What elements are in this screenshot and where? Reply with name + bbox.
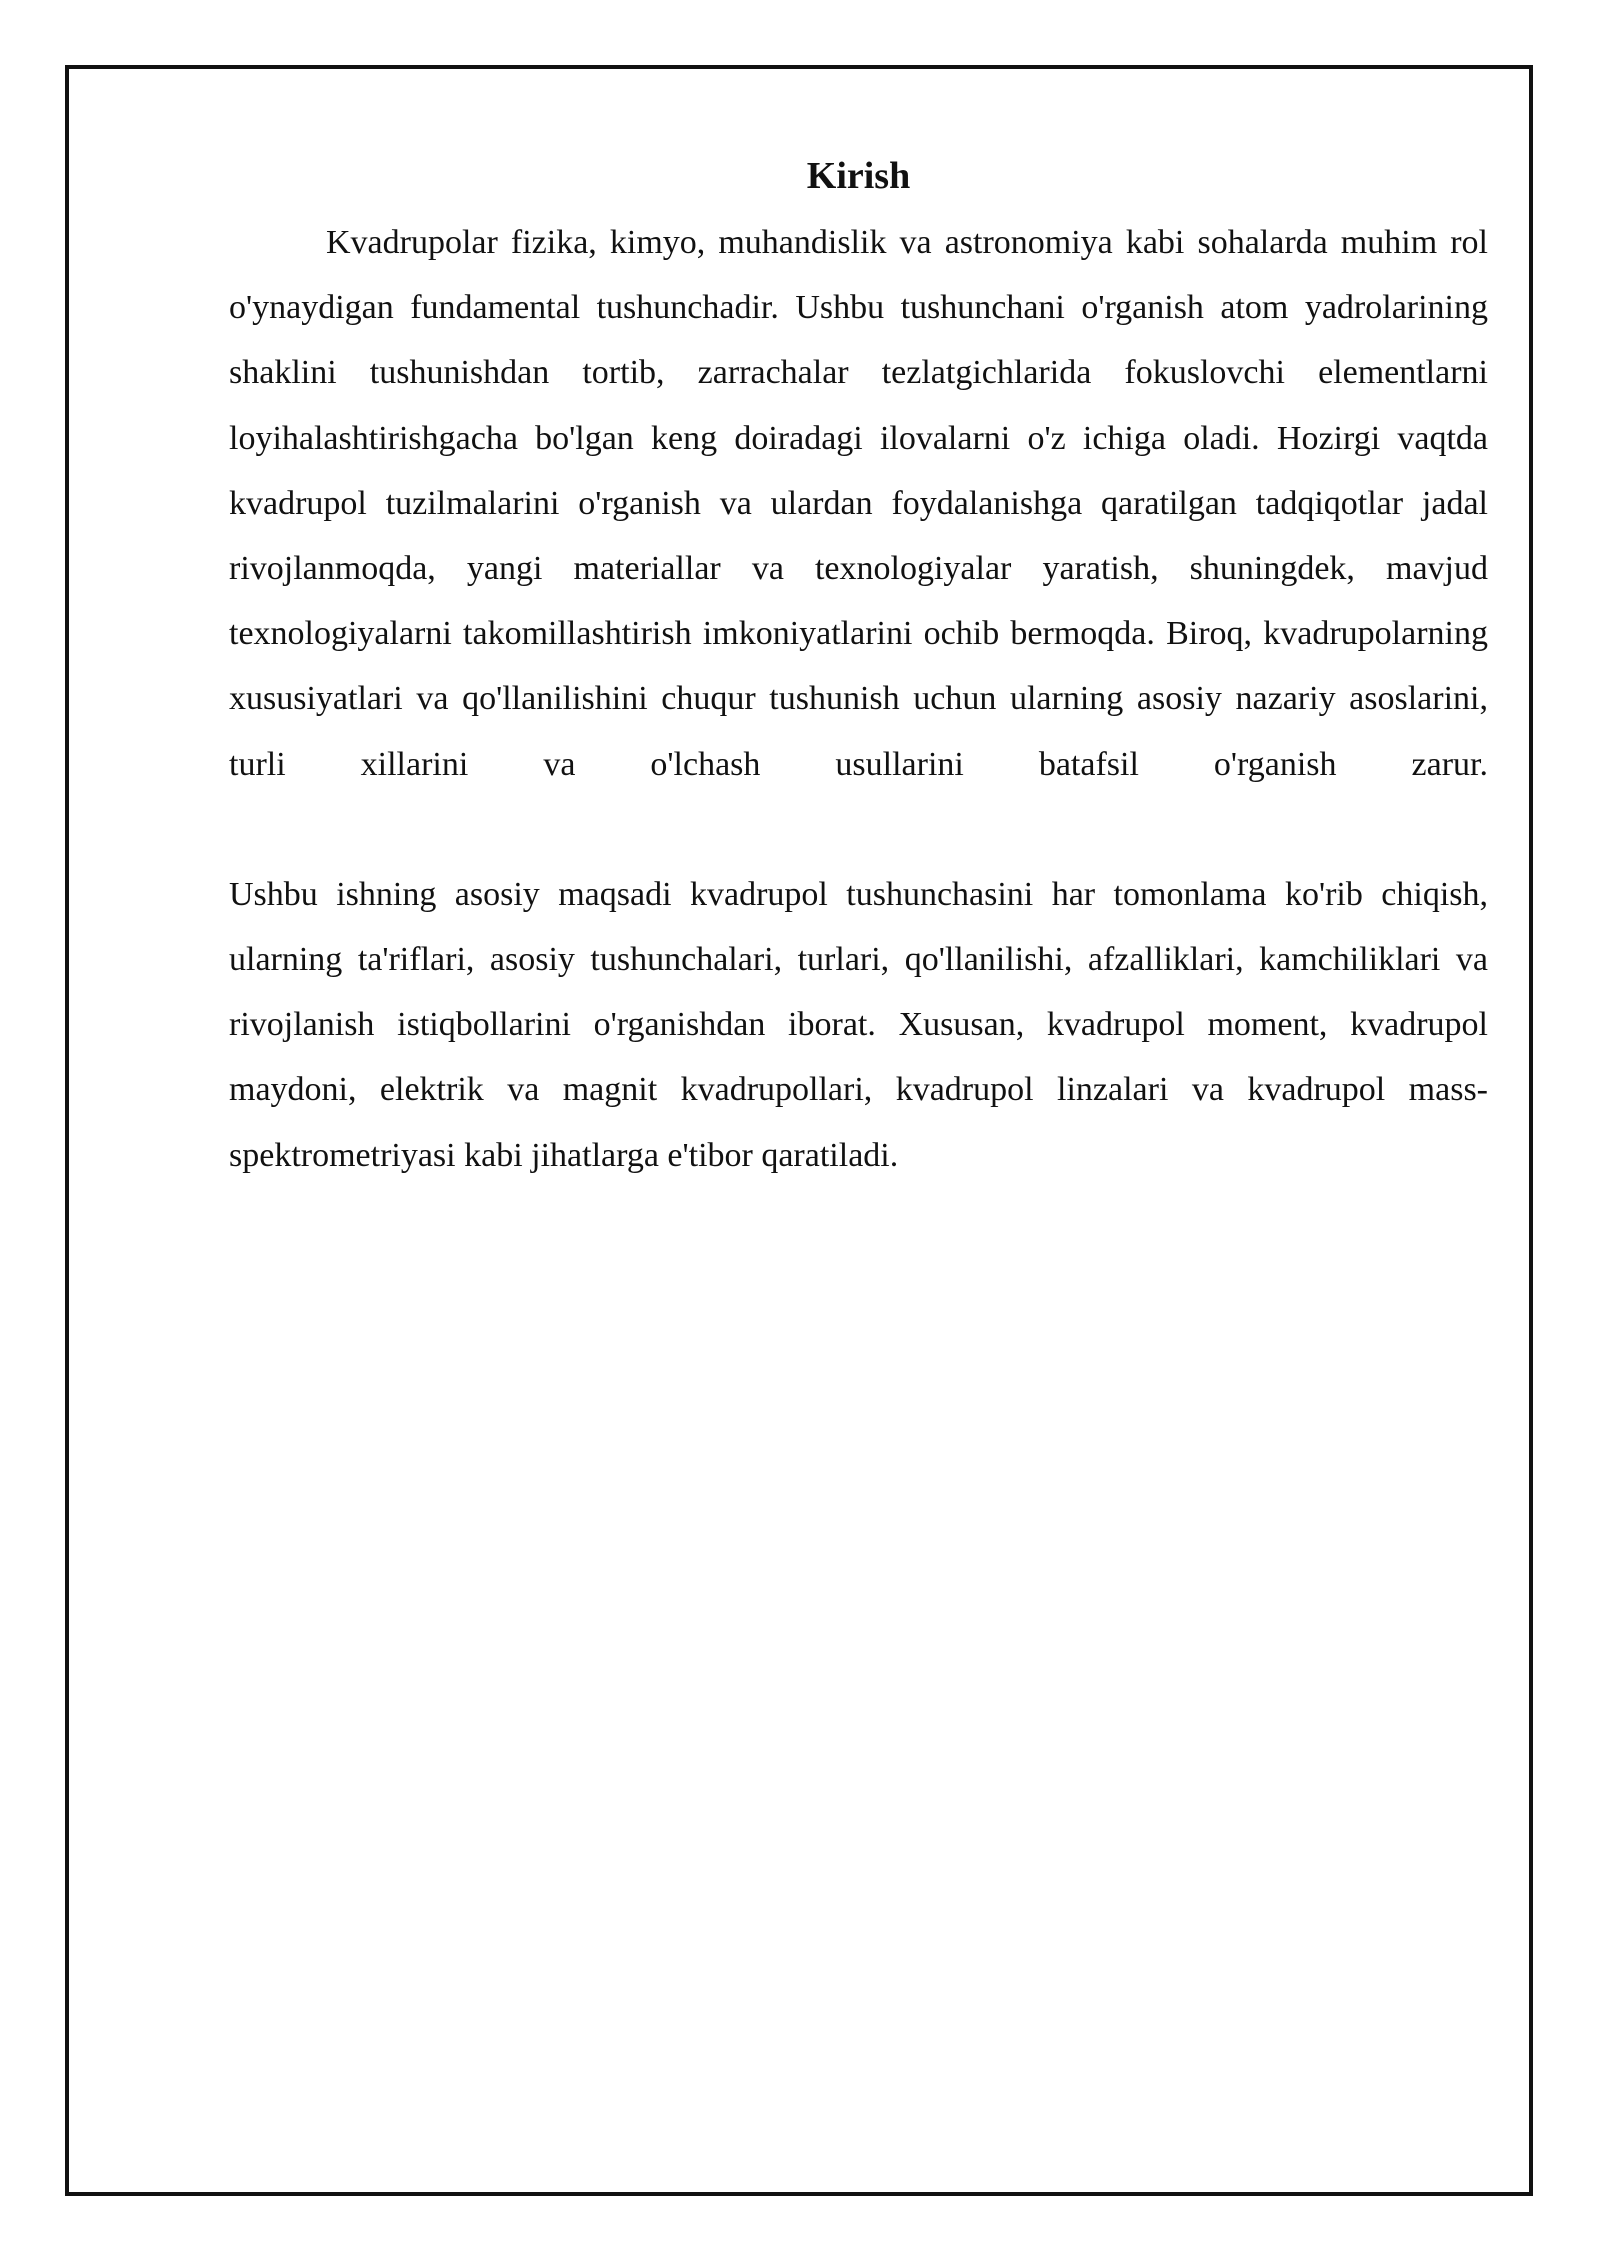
paragraph-introduction: Kvadrupolar fizika, kimyo, muhandislik va astronomiya kabi sohalarda muhim rol o'ynaydigan fundamental tushunchadir. Ushbu tushunchani o'rganish atom yadrolarining shaklini tushunishdan tortib, zarrachalar tezlatgichlarida fokuslovchi elementlarni loyihalashtirishgacha bo'lgan keng doiradagi ilovalarni o'z ichiga oladi. Hozirgi vaqtda kvadrupol tuzilmalarini o'rganish va ulardan foydalanishga qaratilgan tadqiqotlar jadal rivojlanmoqda, yangi materiallar va texnologiyalar yaratish, shuningdek, mavjud texnologiyalarni takomillashtirish imkoniyatlarini ochib bermoqda. Biroq, kvadrupolarning xususiyatlari va qo'llanilishini chuqur tushunish uchun ularning asosiy nazariy asoslarini, turli xillarini va o'lchash usullarini batafsil o'rganish zarur. [229,224,1488,783]
paragraph-objective: Ushbu ishning asosiy maqsadi kvadrupol tushunchasini har tomonlama ko'rib chiqish, ularning ta'riflari, asosiy tushunchalari, turlari, qo'llanilishi, afzalliklari, kamchiliklari va rivojlanish istiqbollarini o'rganishdan iborat. Xususan, kvadrupol moment, kvadrupol maydoni, elektrik va magnit kvadrupollari, kvadrupol linzalari va kvadrupol mass-spektrometriyasi kabi jihatlarga e'tibor qaratiladi. [229,875,1488,1174]
page-title: Kirish [806,155,911,197]
document-body [229,150,1488,1188]
